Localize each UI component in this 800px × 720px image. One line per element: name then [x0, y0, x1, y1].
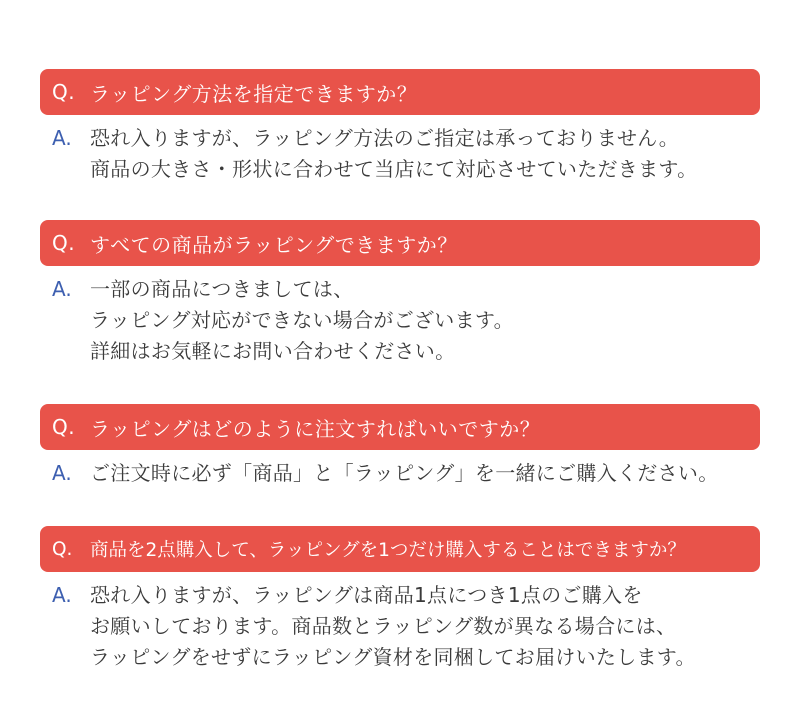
- answer-block: [40, 123, 760, 185]
- answer-line: お願いしております。商品数とラッピング数が異なる場合には、: [90, 614, 677, 638]
- answer-mark: A.: [52, 126, 72, 150]
- question-mark: Q.: [52, 415, 76, 439]
- answer-text: [90, 123, 760, 185]
- question-text: すべての商品がラッピングできますか？: [90, 232, 458, 257]
- answer-line: 商品の大きさ・形状に合わせて当店にて対応させていただきます。: [90, 157, 698, 181]
- question-mark: Q.: [52, 231, 76, 255]
- answer-line: ラッピング対応ができない場合がございます。: [90, 308, 514, 332]
- answer-text: [90, 274, 760, 367]
- question-bar: [40, 220, 760, 266]
- faq-item: [40, 220, 760, 367]
- question-text: 商品を2点購入して、ラッピングを1つだけ購入することはできますか？: [90, 540, 686, 561]
- answer-mark: A.: [52, 277, 72, 301]
- answer-line: 恐れ入りますが、ラッピングは商品1点につき1点のご購入を: [90, 583, 643, 607]
- question-mark: Q.: [52, 80, 76, 104]
- question-bar: [40, 69, 760, 115]
- answer-text: [90, 580, 760, 673]
- question-bar: [40, 404, 760, 450]
- answer-line: ご注文時に必ず「商品」と「ラッピング」を一緒にご購入ください。: [90, 461, 719, 485]
- question-mark: Q.: [52, 538, 73, 560]
- question-text: ラッピングはどのように注文すればいいですか？: [90, 416, 541, 441]
- question-text: ラッピング方法を指定できますか？: [90, 81, 418, 106]
- question-bar: [40, 526, 760, 572]
- answer-block: [40, 274, 760, 367]
- answer-line: ラッピングをせずにラッピング資材を同梱してお届けいたします。: [90, 645, 696, 669]
- answer-line: 恐れ入りますが、ラッピング方法のご指定は承っておりません。: [90, 126, 680, 150]
- answer-block: [40, 580, 760, 673]
- answer-block: [40, 458, 760, 489]
- answer-mark: A.: [52, 461, 72, 485]
- faq-item: [40, 404, 760, 489]
- answer-line: 詳細はお気軽にお問い合わせください。: [90, 339, 456, 363]
- answer-line: 一部の商品につきましては、: [90, 277, 354, 301]
- faq-item: [40, 69, 760, 185]
- answer-text: [90, 458, 760, 489]
- faq-item: [40, 526, 760, 673]
- answer-mark: A.: [52, 583, 72, 607]
